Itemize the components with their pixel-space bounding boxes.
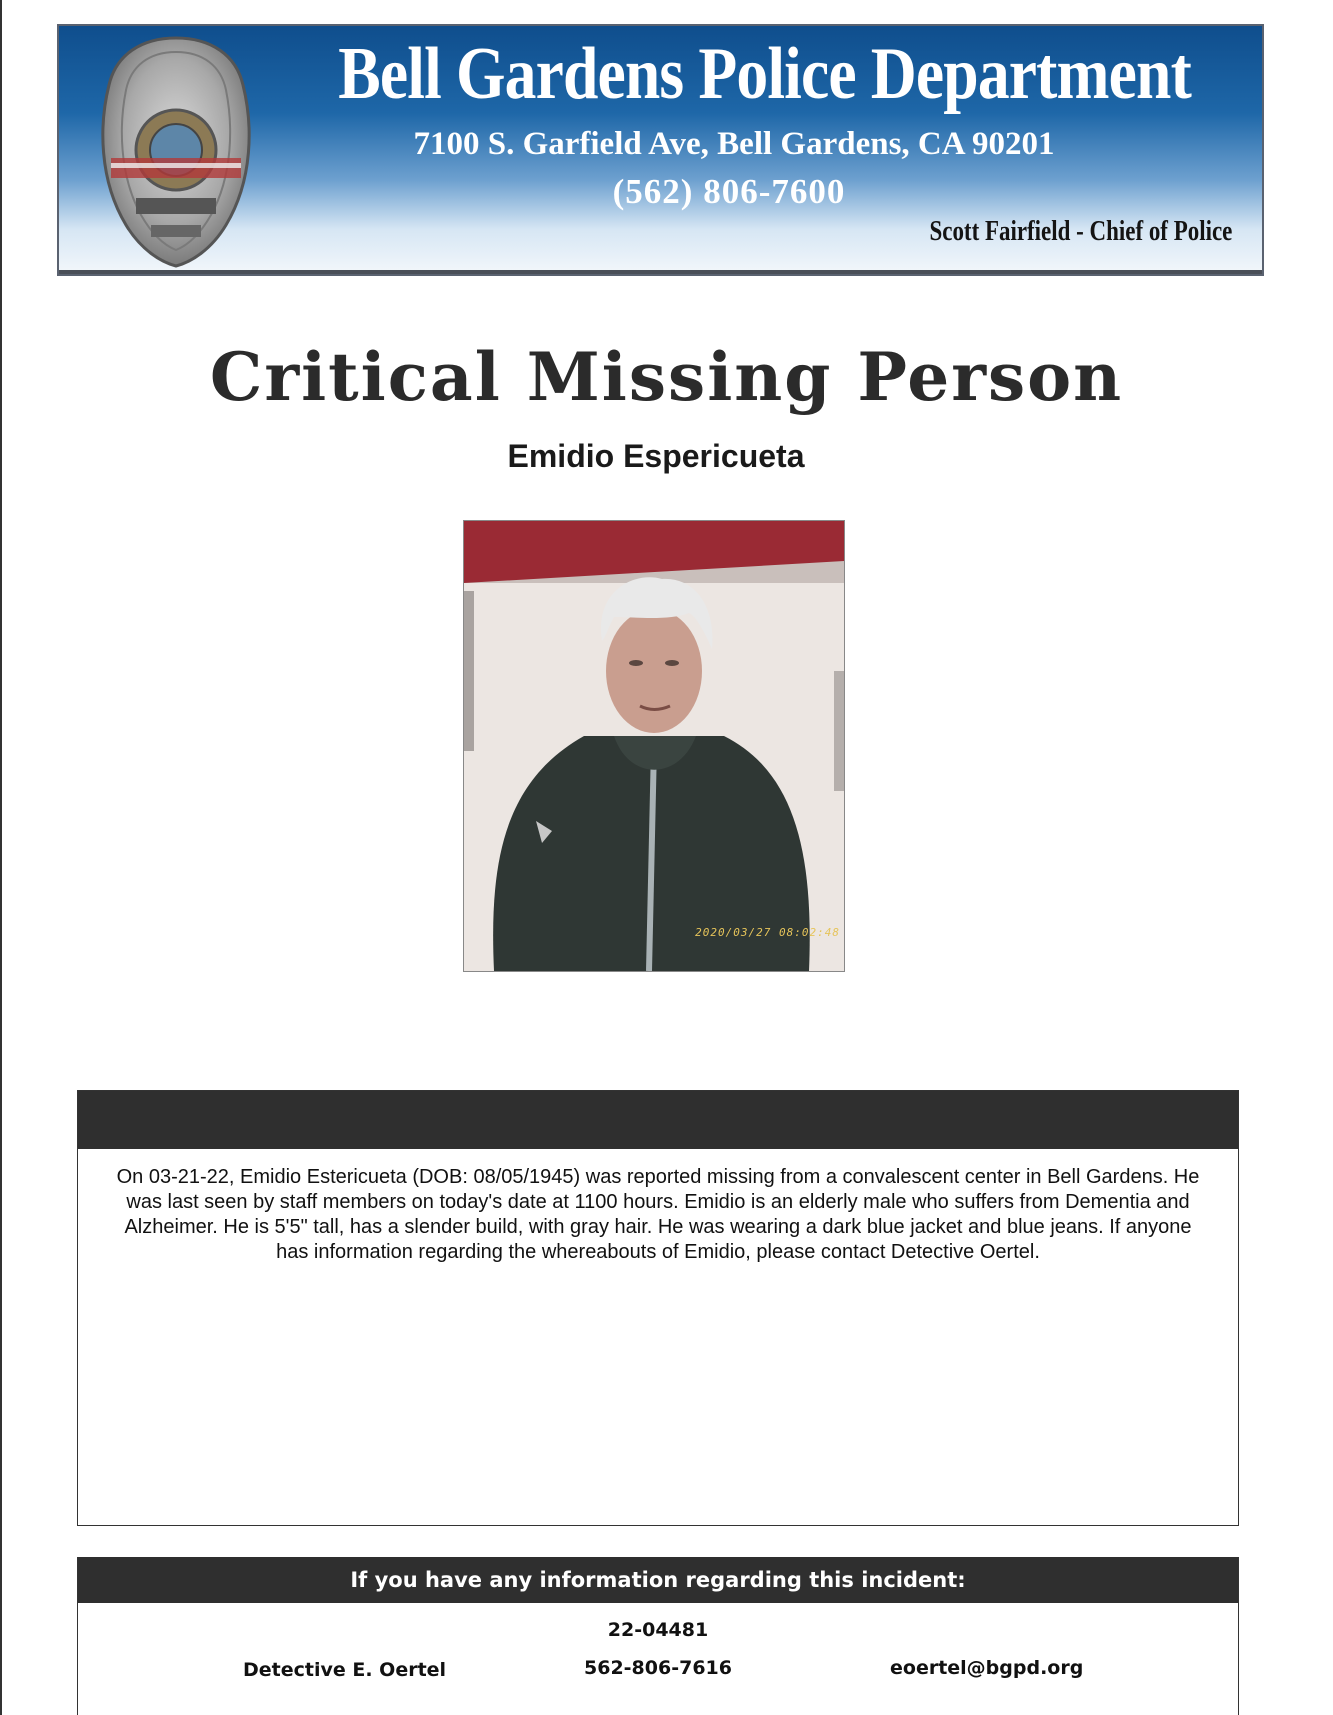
description-header-bar [78,1091,1238,1149]
missing-person-name: Emidio Espericueta [507,438,805,474]
missing-person-photo [463,520,845,972]
description-box [77,1090,1239,1526]
header-banner [57,24,1264,276]
chief-of-police: Scott Fairfield - Chief of Police [929,216,1232,247]
detective-email[interactable]: eoertel@bgpd.org [890,1657,1084,1679]
department-phone: (562) 806-7600 [612,172,846,211]
page-edge [0,0,2,1715]
department-name: Bell Gardens Police Department [338,33,1191,115]
contact-header: If you have any information regarding this incident: [78,1557,1238,1603]
detective-phone: 562-806-7616 [584,1657,732,1679]
description-text: On 03-21-22, Emidio Estericueta (DOB: 08/05/1945) was reported missing from a convalescent center in Bell Gardens. He was last seen by staff members on today's date at 1100 hours. Emidio is an elderly male who suffers from Dementia and Alzheimer. He is 5'5" tall, has a slender build, with gray hair. He was wearing a dark blue jacket and blue jeans. If anyone has information regarding the whereabouts of Emidio, please contact Detective Oertel. [116,1166,1200,1263]
case-number: 22-04481 [607,1619,709,1641]
bulletin-title: Critical Missing Person [209,338,1124,416]
detective-name: Detective E. Oertel [243,1659,447,1681]
department-address: 7100 S. Garfield Ave, Bell Gardens, CA 90201 [413,126,1055,162]
police-badge-icon [81,30,271,270]
contact-box [77,1557,1239,1715]
photo-timestamp: 2020/03/27 08:02:48 [695,926,840,939]
